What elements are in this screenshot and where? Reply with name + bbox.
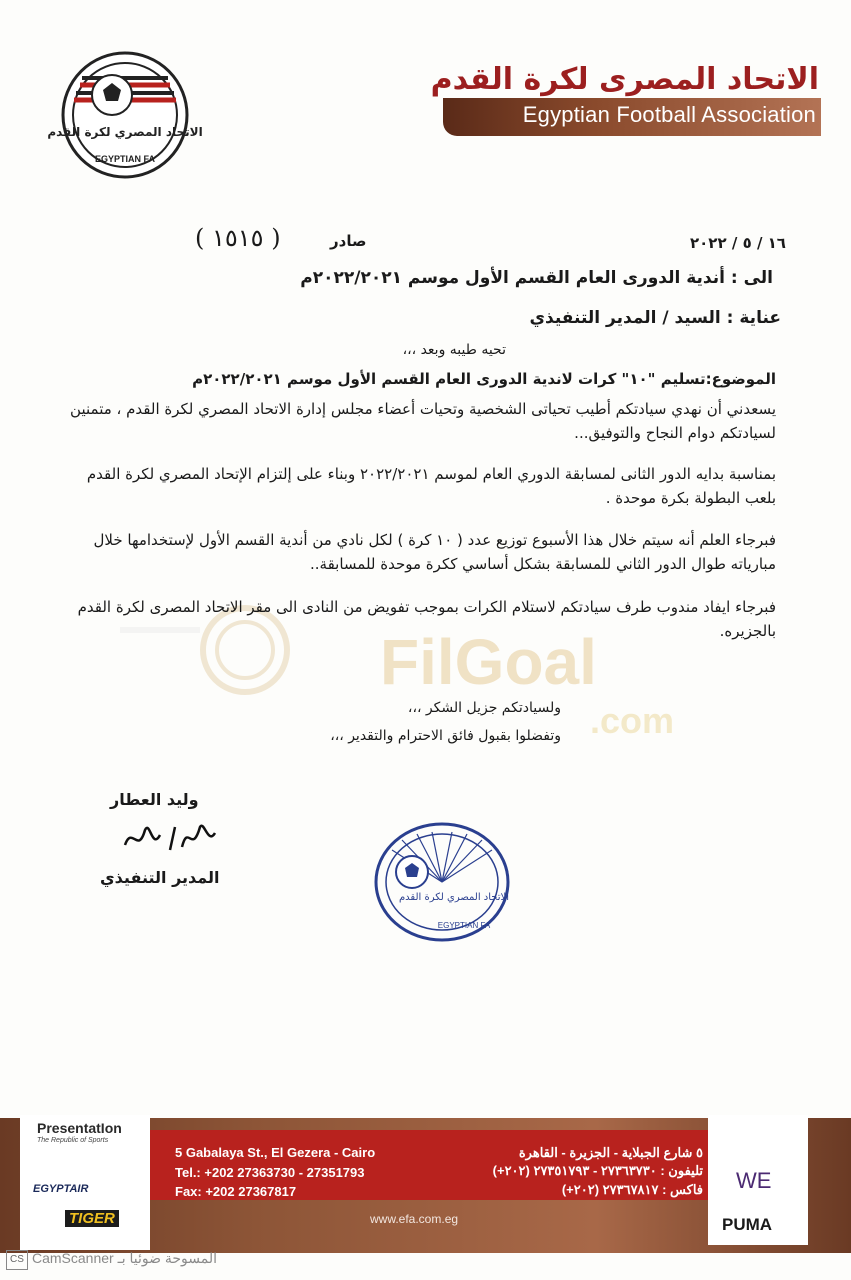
- sponsor-egyptair-logo: EGYPTAIR: [33, 1183, 89, 1195]
- sponsor-presentation-logo: PresentatIon: [37, 1120, 122, 1136]
- subject-line: الموضوع:تسليم "١٠" كرات لاندية الدورى العام القسم الأول موسم ٢٠٢٢/٢٠٢١م: [192, 370, 776, 388]
- closing-thanks: ولسيادتكم جزيل الشكر ،،،: [407, 700, 561, 716]
- closing-regards: وتفضلوا بقبول فائق الاحترام والتقدير ،،،: [330, 728, 561, 744]
- watermark-suffix: .com: [590, 700, 675, 741]
- efa-logo-icon: [47, 50, 203, 180]
- logo-text-en: EGYPTIAN FA: [94, 154, 156, 164]
- official-stamp-icon: [372, 820, 512, 945]
- paragraph-1: يسعدني أن نهدي سيادتكم أطيب تحياتى الشخصية وتحيات أعضاء مجلس إدارة الاتحاد المصري لكرة القدم ، متمنين لسيادتكم دوام النجاح والتوفيق...: [70, 400, 776, 442]
- signatory-title: المدير التنفيذي: [100, 868, 220, 887]
- issued-label: صادر: [330, 232, 367, 250]
- logo-text-ar: الاتحاد المصري لكرة القدم: [47, 125, 203, 139]
- paragraph-2: بمناسبة بدايه الدور الثانى لمسابقة الدوري العام لموسم ٢٠٢٢/٢٠٢١ وبناء على إلتزام الإتحاد المصري لكرة القدم بلعب البطولة بكرة موحدة .: [86, 465, 776, 507]
- footer-tel-ar: تليفون : ٢٧٣٦٣٧٣٠ - ٢٧٣٥١٧٩٣ (٢٠٢+): [492, 1163, 703, 1178]
- greeting: تحيه طيبه وبعد ،،،: [402, 342, 506, 358]
- footer-fax-ar: فاكس : ٢٧٣٦٧٨١٧ (٢٠٢+): [561, 1182, 703, 1197]
- footer-address-en: 5 Gabalaya St., El Gezera - Cairo: [175, 1145, 376, 1160]
- paragraph-3: فبرجاء العلم أنه سيتم خلال هذا الأسبوع توزيع عدد ( ١٠ كرة ) لكل نادي من أندية القسم الأول لإستخدامها خلال مبارياته طوال الدور الثاني للمسابقة بشكل أساسي ككرة موحدة للمسابقة..: [93, 531, 776, 573]
- letter-date: ١٦ / ٥ / ٢٠٢٢: [690, 234, 786, 252]
- footer-fax-en: Fax: +202 27367817: [175, 1184, 297, 1199]
- org-name-en: Egyptian Football Association: [522, 102, 816, 127]
- signatory-name: وليد العطار: [110, 790, 199, 809]
- recipient-line: الى : أندية الدورى العام القسم الأول موسم ٢٠٢٢/٢٠٢١م: [300, 268, 773, 288]
- sponsor-presentation-tagline: The Republic of Sports: [37, 1137, 109, 1144]
- footer-tel-en: Tel.: +202 27363730 - 27351793: [175, 1165, 365, 1180]
- handwritten-signature: [120, 815, 220, 865]
- attention-line: عناية : السيد / المدير التنفيذي: [529, 308, 781, 328]
- sponsor-tiger-logo: TIGER: [65, 1210, 119, 1227]
- footer-website: www.efa.com.eg: [370, 1212, 459, 1226]
- sponsor-puma-logo: PUMA: [722, 1215, 773, 1234]
- camscanner-text: CamScanner المسوحة ضوئيا بـ: [32, 1250, 218, 1266]
- stamp-text-en: EGYPTIAN FA: [437, 921, 491, 930]
- paragraph-4: فبرجاء ايفاد مندوب طرف سيادتكم لاستلام الكرات بموجب تفويض من النادى الى مقر الاتحاد المصرى لكرة القدم بالجزيره.: [77, 598, 776, 640]
- sponsor-we-logo: WE: [736, 1168, 772, 1193]
- footer-address-ar: ٥ شارع الجبلاية - الجزيرة - القاهرة: [518, 1145, 703, 1160]
- watermark-text: FilGoal: [380, 626, 597, 698]
- issued-number: ( ١٥١٥ ): [195, 224, 281, 252]
- org-name-ar: الاتحاد المصرى لكرة القدم: [430, 62, 819, 97]
- camscanner-icon: CS: [6, 1250, 28, 1270]
- stamp-text-ar: الاتحاد المصري لكرة القدم: [398, 892, 510, 903]
